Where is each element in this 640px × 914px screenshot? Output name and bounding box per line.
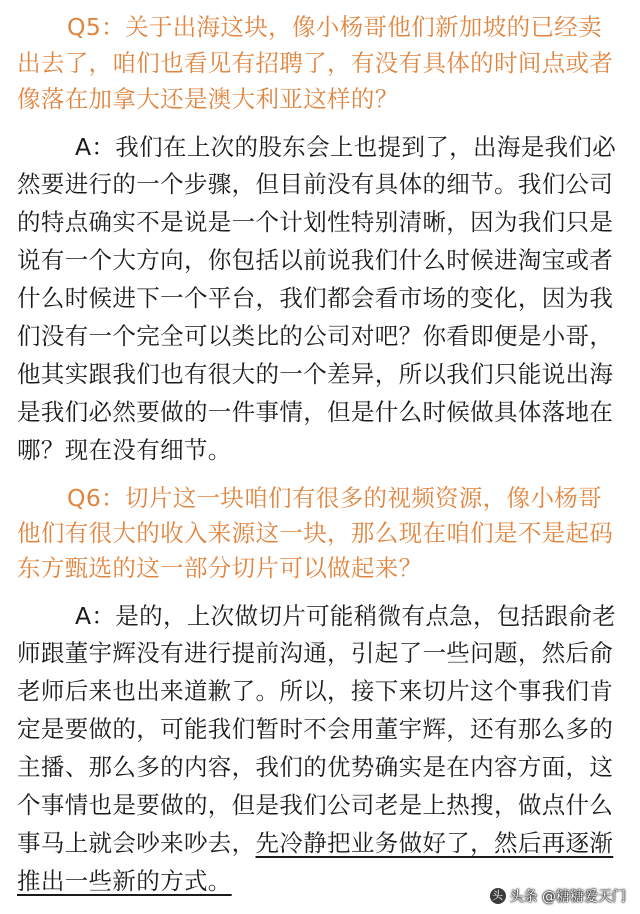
a6-line-2: 师跟董宇辉没有进行提前沟通，引起了一些问题，然后俞 (17, 639, 614, 667)
a5-line-5: 什么时候进下一个平台，我们都会看市场的变化，因为我 (17, 284, 614, 312)
a6-line-5: 主播、那么多的内容，我们的优势确实是在内容方面，这 (17, 753, 614, 781)
q5-line-3: 像落在加拿大还是澳大利亚这样的？ (17, 85, 399, 113)
a5-line-6: 们没有一个完全可以类比的公司对吧？你看即便是小哥， (17, 322, 614, 350)
a5-line-9: 哪？现在没有细节。 (17, 436, 232, 464)
a5-line-1: A：我们在上次的股东会上也提到了，出海是我们必 (75, 133, 617, 161)
a6-line-8 (17, 866, 232, 896)
a6-line-7-plain: 事马上就会吵来吵去， (17, 829, 256, 857)
a6-line-8-underlined: 推出一些新的方式。 (17, 867, 232, 895)
a5-line-2: 然要进行的一个步骤，但目前没有具体的细节。我们公司 (17, 170, 614, 198)
a5-line-7: 他其实跟我们也有很大的一个差异，所以我们只能说出海 (17, 360, 614, 388)
a6-line-4: 定是要做的，可能我们暂时不会用董宇辉，还有那么多的 (17, 715, 614, 743)
source-watermark (490, 886, 626, 906)
a6-line-6: 个事情也是要做的，但是我们公司老是上热搜，做点什么 (17, 791, 614, 819)
q5-line-2: 出去了，咱们也看见有招聘了，有没有具体的时间点或者 (17, 49, 614, 77)
watermark-text: 头条 @糖糖爱天门 (509, 889, 626, 905)
toutiao-logo-icon: 头 (490, 888, 506, 904)
a6-line-7-underlined: 先冷静把业务做好了，然后再逐渐 (255, 829, 614, 857)
a6-line-7 (17, 828, 613, 858)
q5-line-1: Q5：关于出海这块，像小杨哥他们新加坡的已经卖 (67, 13, 602, 41)
a6-line-3: 老师后来也出来道歉了。所以，接下来切片这个事我们肯 (17, 677, 614, 705)
q6-line-2: 他们有很大的收入来源这一块，那么现在咱们是不是起码 (17, 519, 614, 547)
q6-line-3: 东方甄选的这一部分切片可以做起来？ (17, 554, 423, 582)
q6-line-1: Q6：切片这一块咱们有很多的视频资源，像小杨哥 (67, 484, 602, 512)
a6-line-1: A：是的，上次做切片可能稍微有点急，包括跟俞老 (75, 602, 617, 630)
a5-line-3: 的特点确实不是说是一个计划性特别清晰，因为我们只是 (17, 208, 614, 236)
a5-line-4: 说有一个大方向，你包括以前说我们什么时候进淘宝或者 (17, 246, 614, 274)
a5-line-8: 是我们必然要做的一件事情，但是什么时候做具体落地在 (17, 398, 614, 426)
